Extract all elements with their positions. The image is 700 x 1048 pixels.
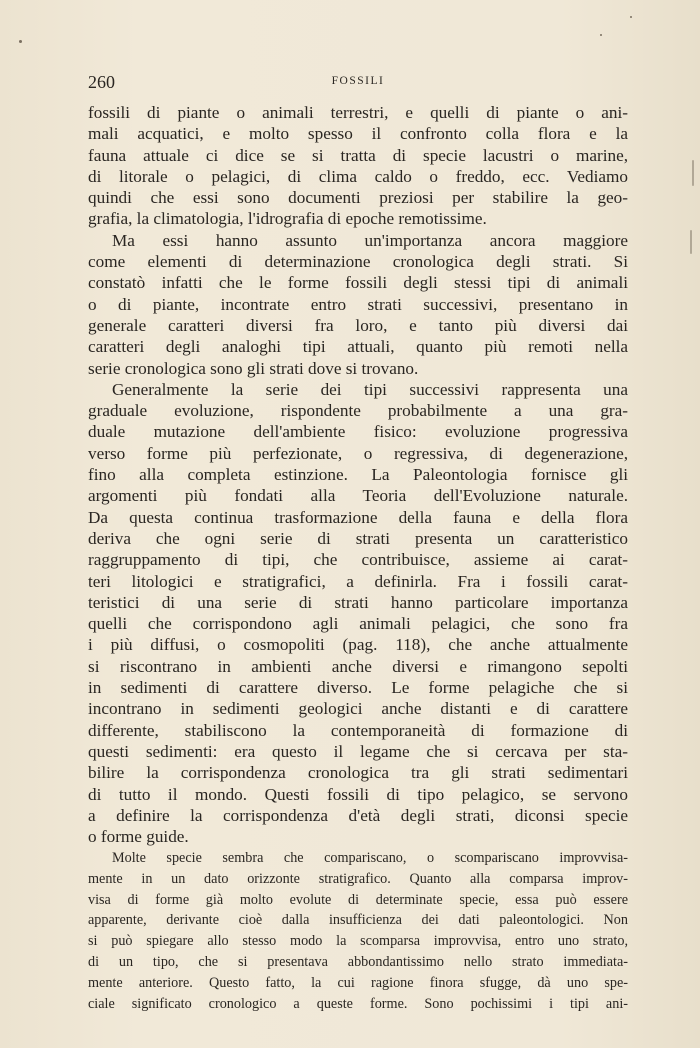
paper-speck bbox=[19, 40, 22, 43]
body-line: Da questa continua trasformazione della fauna e della flora bbox=[88, 507, 628, 527]
body-line: quindi che essi sono documenti preziosi per stabilire la geo- bbox=[88, 188, 628, 208]
body-line: mali acquatici, e molto spesso il confronto colla flora e la bbox=[88, 124, 628, 144]
page-number: 260 bbox=[88, 72, 115, 92]
footnote-line: apparente, derivante cioè dalla insufficienza dei dati paleontologici. Non bbox=[88, 912, 628, 929]
body-line: graduale evoluzione, rispondente probabilmente a una gra- bbox=[88, 401, 628, 421]
body-line: generale caratteri diversi fra loro, e tanto più diversi dai bbox=[88, 315, 628, 335]
paper-speck bbox=[690, 230, 692, 254]
body-line: questi sedimenti: era questo il legame che si cercava per sta- bbox=[88, 741, 628, 761]
body-line: come elementi di determinazione cronologica degli strati. Si bbox=[88, 252, 628, 272]
body-line: argomenti più fondati alla Teoria dell'Evoluzione naturale. bbox=[88, 486, 628, 506]
page-header bbox=[88, 72, 628, 94]
body-line: di tutto il mondo. Questi fossili di tipo pelagico, se servono bbox=[88, 784, 628, 804]
body-line: verso forme più perfezionate, o regressiva, di degenerazione, bbox=[88, 443, 628, 463]
body-line: raggruppamento di tipi, che contribuisce, assieme ai carat- bbox=[88, 550, 628, 570]
body-line: Ma essi hanno assunto un'importanza ancora maggiore bbox=[112, 230, 628, 250]
footnote-line: mente anteriore. Questo fatto, la cui ragione finora sfugge, dà uno spe- bbox=[88, 974, 628, 991]
paper-speck bbox=[630, 16, 632, 18]
body-line: teri litologici e stratigrafici, a definirla. Fra i fossili carat- bbox=[88, 571, 628, 591]
body-line: teristici di una serie di strati hanno particolare importanza bbox=[88, 592, 628, 612]
paper-speck bbox=[692, 160, 694, 186]
footnote-line: ciale significato cronologico a queste forme. Sono pochissimi i tipi ani- bbox=[88, 995, 628, 1012]
footnote-line: mente in un dato orizzonte stratigrafico. Quanto alla comparsa improv- bbox=[88, 870, 628, 887]
body-line: serie cronologica sono gli strati dove si trovano. bbox=[88, 358, 419, 378]
body-line: quelli che corrispondono agli animali pelagici, che sono fra bbox=[88, 614, 628, 634]
body-line: di litorale o pelagici, di clima caldo o freddo, ecc. Vediamo bbox=[88, 166, 628, 186]
body-line: si riscontrano in ambienti anche diversi e rimangono sepolti bbox=[88, 656, 628, 676]
body-text bbox=[88, 102, 628, 847]
footnote-line: Molte specie sembra che compariscano, o scompariscano improvvisa- bbox=[112, 850, 628, 866]
body-line: grafia, la climatologia, l'idrografia di epoche remotissime. bbox=[88, 209, 487, 229]
body-line: Generalmente la serie dei tipi successivi rappresenta una bbox=[112, 379, 628, 399]
body-line: bilire la corrispondenza cronologica tra gli strati sedimentari bbox=[88, 763, 628, 783]
body-line: fauna attuale ci dice se si tratta di specie lacustri o marine, bbox=[88, 145, 628, 165]
body-line: duale mutazione dell'ambiente fisico: evoluzione progressiva bbox=[88, 422, 628, 442]
body-line: deriva che ogni serie di strati presenta un caratteristico bbox=[88, 528, 628, 548]
body-line: constatò infatti che le forme fossili degli stessi tipi di animali bbox=[88, 273, 628, 293]
body-line: o di piante, incontrate entro strati successivi, presentano in bbox=[88, 294, 628, 314]
body-line: in sedimenti di carattere diverso. Le forme pelagiche che si bbox=[88, 678, 628, 698]
body-line: a definire la corrispondenza d'età degli strati, diconsi specie bbox=[88, 805, 628, 825]
body-line: caratteri degli analoghi tipi attuali, quanto più remoti nella bbox=[88, 337, 628, 357]
body-line: i più diffusi, o cosmopoliti (pag. 118), che anche attualmente bbox=[88, 635, 628, 655]
footnote-line: visa di forme già molto evolute di determinate specie, essa può essere bbox=[88, 891, 628, 908]
footnote-line: si può spiegare allo stesso modo la scomparsa improvvisa, entro uno strato, bbox=[88, 933, 628, 950]
body-line: o forme guide. bbox=[88, 827, 189, 847]
body-line: incontrano in sedimenti geologici anche distanti e di carattere bbox=[88, 699, 628, 719]
body-line: fossili di piante o animali terrestri, e quelli di piante o ani- bbox=[88, 103, 628, 122]
running-title: FOSSILI bbox=[331, 75, 385, 87]
footnote bbox=[88, 848, 628, 1014]
paper-speck bbox=[600, 34, 602, 36]
footnote-line: di un tipo, che si presentava abbondantissimo nello strato immediata- bbox=[88, 953, 628, 970]
body-line: fino alla completa estinzione. La Paleontologia fornisce gli bbox=[88, 465, 628, 485]
body-line: differente, stabiliscono la contemporaneità di formazione di bbox=[88, 720, 628, 740]
